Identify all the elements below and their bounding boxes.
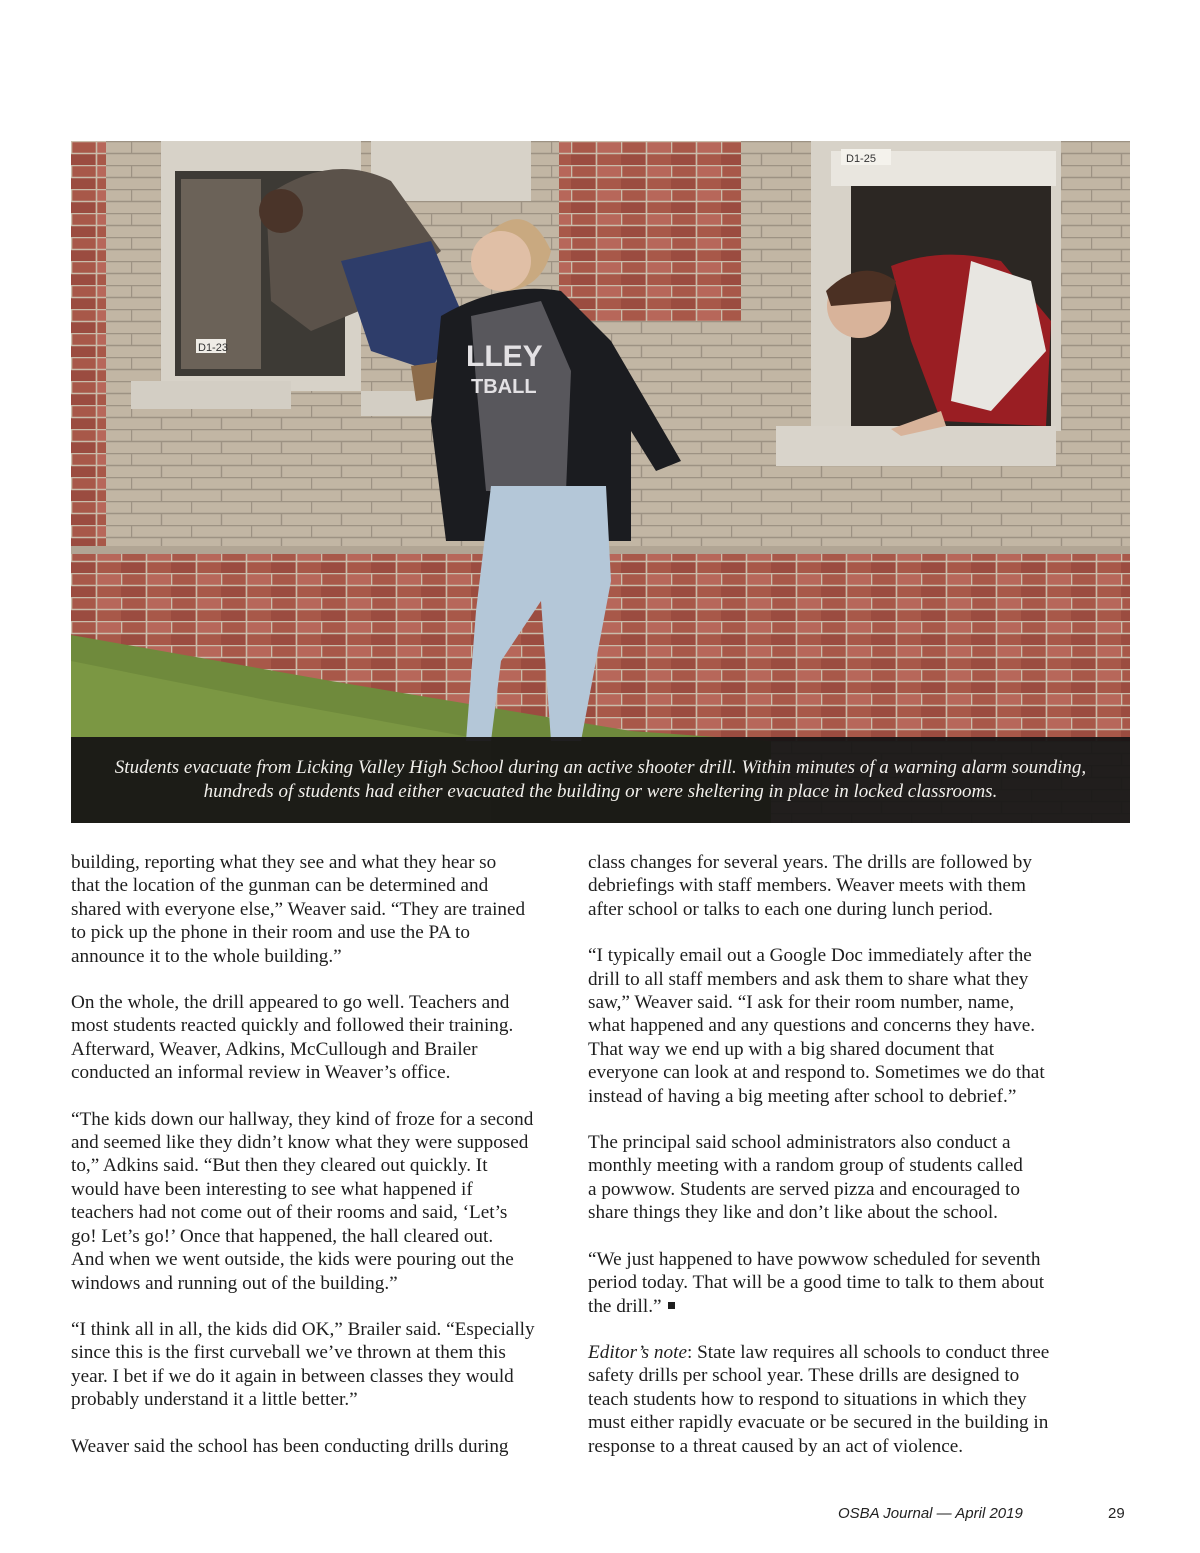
text-line: class changes for several years. The drills are followed by	[588, 852, 1032, 873]
text-line: drill to all staff members and ask them to share what they	[588, 968, 1029, 990]
article-column-right	[588, 851, 1088, 1458]
text-line: everyone can look at and respond to. Sometimes we do that	[588, 1062, 1045, 1084]
article-photo	[71, 141, 1130, 823]
text-line: a powwow. Students are served pizza and encouraged to	[588, 1178, 1020, 1200]
text-line: probably understand it a little better.”	[71, 1389, 358, 1411]
paragraph	[71, 1435, 571, 1458]
text-line: Weaver said the school has been conducting drills during	[71, 1435, 509, 1457]
paragraph	[588, 1131, 1088, 1225]
text-line: announce it to the whole building.”	[71, 945, 342, 967]
text-line: to,” Adkins said. “But then they cleared out quickly. It	[71, 1155, 488, 1177]
text-line: to pick up the phone in their room and use the PA to	[71, 922, 470, 944]
page-number: 29	[1108, 1505, 1125, 1522]
caption-line-2: hundreds of students had either evacuated the building or were sheltering in place in locked classrooms.	[203, 781, 998, 802]
paragraph	[71, 991, 571, 1085]
text-line: teachers had not come out of their rooms and said, ‘Let’s	[71, 1202, 508, 1224]
text-line: share things they like and don’t like about the school.	[588, 1202, 998, 1224]
text-line: building, reporting what they see and what they hear so	[71, 852, 497, 873]
text-line: period today. That will be a good time to talk to them about	[588, 1272, 1045, 1294]
caption-line-1: Students evacuate from Licking Valley High School during an active shooter drill. Within minutes of a warning alarm sounding,	[114, 757, 1087, 778]
photo-caption	[71, 737, 1130, 823]
text-line: saw,” Weaver said. “I ask for their room number, name,	[588, 992, 1015, 1014]
paragraph	[588, 851, 1088, 921]
text-line: since this is the first curveball we’ve thrown at them this	[71, 1342, 506, 1364]
paragraph	[71, 1318, 571, 1412]
article-column-left	[71, 851, 571, 1458]
text-line: debriefings with staff members. Weaver meets with them	[588, 875, 1026, 897]
text-line: must either rapidly evacuate or be secured in the building in	[588, 1412, 1049, 1434]
window-number-left: D1-23	[198, 342, 228, 354]
closing-quote: the drill.”	[588, 1295, 662, 1317]
editors-note-label: Editor’s note	[588, 1341, 687, 1363]
text-line	[588, 1341, 1088, 1364]
paragraph	[588, 1248, 1088, 1318]
text-line: The principal said school administrators also conduct a	[588, 1132, 1011, 1154]
paragraph	[588, 944, 1088, 1108]
journal-footer: OSBA Journal — April 2019	[838, 1505, 1023, 1522]
text-line: year. I bet if we do it again in between classes they would	[71, 1365, 514, 1387]
text-line: shared with everyone else,” Weaver said. “They are trained	[71, 898, 526, 920]
text-line: “We just happened to have powwow scheduled for seventh	[588, 1248, 1041, 1270]
editors-note-first-line: : State law requires all schools to conduct three	[686, 1341, 1050, 1363]
text-line: monthly meeting with a random group of students called	[588, 1155, 1023, 1177]
shirt-text-top: LLEY	[466, 340, 543, 373]
text-line: and seemed like they didn’t know what they were supposed	[71, 1132, 529, 1154]
window-number-right: D1-25	[846, 153, 876, 165]
text-line: “I typically email out a Google Doc immediately after the	[588, 945, 1032, 967]
shirt-text-bottom: TBALL	[471, 376, 537, 398]
text-line: That way we end up with a big shared document that	[588, 1038, 995, 1060]
text-line: what happened and any questions and concerns they have.	[588, 1015, 1036, 1037]
text-line: “The kids down our hallway, they kind of froze for a second	[71, 1108, 534, 1130]
text-line: after school or talks to each one during lunch period.	[588, 898, 993, 920]
text-line: “I think all in all, the kids did OK,” Brailer said. “Especially	[71, 1318, 535, 1340]
end-of-article-mark	[668, 1302, 675, 1309]
text-line: windows and running out of the building.”	[71, 1272, 398, 1294]
text-line: response to a threat caused by an act of violence.	[588, 1435, 964, 1457]
paragraph	[71, 851, 571, 968]
text-line	[588, 1295, 1088, 1318]
paragraph	[71, 1108, 571, 1295]
text-line: conducted an informal review in Weaver’s office.	[71, 1062, 451, 1084]
text-line: Afterward, Weaver, Adkins, McCullough and Brailer	[71, 1038, 478, 1060]
text-line: teach students how to respond to situations in which they	[588, 1388, 1027, 1410]
text-line: would have been interesting to see what happened if	[71, 1178, 473, 1200]
text-line: that the location of the gunman can be determined and	[71, 875, 489, 897]
text-line: On the whole, the drill appeared to go well. Teachers and	[71, 992, 510, 1014]
editors-note	[588, 1341, 1088, 1458]
text-line: instead of having a big meeting after school to debrief.”	[588, 1085, 1017, 1107]
text-line: safety drills per school year. These drills are designed to	[588, 1365, 1020, 1387]
photo-illustration	[71, 141, 1130, 823]
text-line: go! Let’s go!’ Once that happened, the hall cleared out.	[71, 1225, 494, 1247]
text-line: And when we went outside, the kids were pouring out the	[71, 1249, 514, 1271]
text-line: most students reacted quickly and followed their training.	[71, 1015, 514, 1037]
